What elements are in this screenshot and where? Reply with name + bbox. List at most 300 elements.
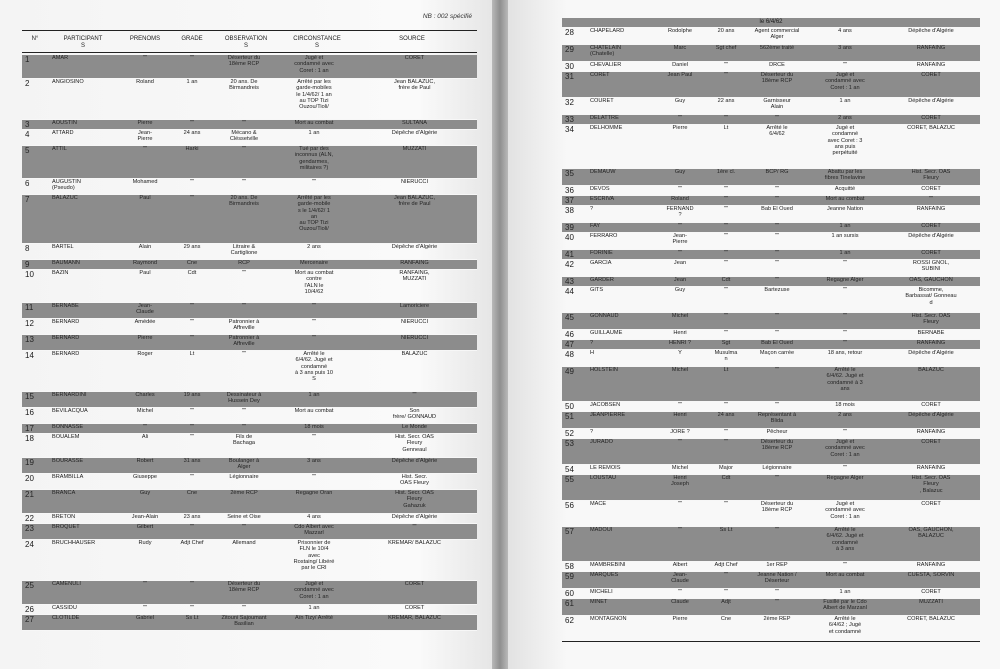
circumstance-cell: Arrêté le 6/4/62 ; Jugé et condamné xyxy=(828,616,862,635)
source-cell: OAS, GAUCHON, BALAZUC xyxy=(882,527,980,562)
participant-name: BERNARD xyxy=(50,335,118,351)
table-row xyxy=(22,408,477,424)
circumstance-cell: Fusillé par le Cdo Albert de Marzanl xyxy=(808,599,882,616)
prenom-cell: Giuseppe xyxy=(133,474,157,480)
grade-cell: Cne xyxy=(172,260,212,270)
source-cell: Dépêche d'Algérie xyxy=(908,28,954,34)
observation-cell: "" xyxy=(242,270,246,276)
observation-cell: Seine et Oise xyxy=(227,514,261,520)
participant-name: BAZIN xyxy=(52,270,69,276)
observation-cell: "" xyxy=(775,330,779,336)
prenom-cell: Jean xyxy=(673,260,687,266)
observation-cell: "" xyxy=(242,605,246,611)
source-cell: CORET xyxy=(882,250,980,260)
row-number: 7 xyxy=(22,195,50,244)
source-cell: RANFAING xyxy=(916,62,946,68)
prenom-cell: Michel xyxy=(136,408,154,414)
observation-cell: "" xyxy=(775,260,779,266)
source-cell: CORET xyxy=(882,115,980,125)
circumstance-cell: Arrêté le 6/4/62. Jugé et condamné à 3 ans xyxy=(808,367,882,402)
participant-name: BARTEL xyxy=(52,244,74,250)
prenom-cell: Roger xyxy=(137,351,153,357)
participant-name: LOUSTAU xyxy=(588,475,654,501)
circumstance-cell: "" xyxy=(312,179,316,185)
prenom-cell: Pierre xyxy=(118,120,172,130)
source-cell: RANFAING xyxy=(882,45,980,62)
table-row xyxy=(22,351,477,392)
row-number: 26 xyxy=(25,605,34,614)
row-number: 25 xyxy=(22,581,50,605)
grade-cell: Cne xyxy=(720,616,732,622)
grade-cell: "" xyxy=(172,303,212,319)
prenom-cell: Ali xyxy=(141,434,149,440)
observation-cell: Allemand xyxy=(232,540,256,546)
grade-cell: "" xyxy=(724,260,728,266)
grade-cell: "" xyxy=(706,115,746,125)
circumstance-cell: "" xyxy=(843,287,847,293)
row-number: 18 xyxy=(25,434,34,443)
grade-cell: "" xyxy=(706,223,746,233)
prenom-cell: Jean Paul xyxy=(654,72,706,98)
observation-cell: Boulanger à Alger xyxy=(212,458,276,474)
circumstance-cell: Arrêté le 6/4/62. Jugé et condamné à 3 ans xyxy=(808,527,882,562)
grade-cell: "" xyxy=(172,524,212,540)
prenom-cell: Y xyxy=(678,350,682,356)
source-cell: Dépêche d'Algérie xyxy=(908,233,954,239)
row-number: 47 xyxy=(562,340,588,350)
participant-name: MAMBREBINI xyxy=(590,562,626,568)
grade-cell: "" xyxy=(724,402,728,408)
prenom-cell: Michel xyxy=(671,465,689,471)
table-row xyxy=(22,79,477,120)
row-number: 48 xyxy=(565,350,574,359)
participant-name: BALAZUC xyxy=(50,195,118,244)
row-number: 59 xyxy=(562,572,588,589)
participant-name: BRANCA xyxy=(50,490,118,514)
circumstance-cell: Regagne Alger xyxy=(808,277,882,287)
row-number: 2 xyxy=(25,79,30,88)
circumstance-cell: 1 an xyxy=(839,98,851,104)
prenom-cell: Michel xyxy=(654,367,706,402)
observation-cell: Pêcheur xyxy=(766,429,788,435)
grade-cell: 1 an xyxy=(186,79,198,85)
observation-cell: 1er REP xyxy=(766,562,788,568)
table-row xyxy=(562,98,980,115)
row-number: 24 xyxy=(25,540,34,549)
source-cell: "" xyxy=(352,392,477,408)
observation-cell: "" xyxy=(775,589,779,595)
participant-name: DEVOS xyxy=(590,186,610,192)
source-cell: CORET xyxy=(921,402,941,408)
grade-cell: Ss Lt xyxy=(172,615,212,631)
grade-cell: "" xyxy=(172,335,212,351)
observation-cell: Représentant à Blida xyxy=(746,412,808,429)
prenom-cell: Pierre xyxy=(672,125,688,131)
row-number: 34 xyxy=(565,125,574,134)
participant-name: AUGUSTIN (Pseudo) xyxy=(52,179,81,192)
source-cell: Dépêche d'Algérie xyxy=(391,514,438,520)
row-number: 53 xyxy=(562,439,588,465)
participant-name: BRUCHHAUSER xyxy=(52,540,96,546)
table-row xyxy=(562,125,980,169)
grade-cell: "" xyxy=(724,429,728,435)
circumstance-cell: 1 an xyxy=(808,223,882,233)
table-row xyxy=(562,429,980,439)
participant-name: CHEVALIER xyxy=(590,62,622,68)
circumstance-cell: "" xyxy=(808,313,882,330)
circumstance-cell: "" xyxy=(843,62,847,68)
participant-name: BERNARD xyxy=(52,351,80,357)
row-number: 43 xyxy=(562,277,588,287)
table-row xyxy=(22,581,477,605)
participant-name: FAY xyxy=(588,223,654,233)
prenom-cell: "" xyxy=(118,146,172,179)
row-number: 58 xyxy=(565,562,574,571)
circumstance-cell: Arrêté par les garde-mobiles le 1/4/62/ 1 an au TOP Tizi Ouzou/Tioli/ xyxy=(296,79,332,111)
observation-cell: Déserteur du 18ème RCP xyxy=(212,581,276,605)
source-cell: Hist. Secr. OAS Fleury Gahazuk xyxy=(352,490,477,514)
row-number: 51 xyxy=(562,412,588,429)
participant-name: GARDER xyxy=(588,277,654,287)
circumstance-cell: 4 ans xyxy=(307,514,321,520)
row-number: 5 xyxy=(22,146,50,179)
grade-cell: "" xyxy=(724,589,728,595)
table-row xyxy=(562,475,980,501)
participant-name: MICHELI xyxy=(590,589,613,595)
prenom-cell: Paul xyxy=(118,195,172,244)
row-number: 62 xyxy=(565,616,574,625)
right-table xyxy=(562,28,980,642)
table-row xyxy=(22,303,477,319)
table-row xyxy=(562,350,980,367)
circumstance-cell: "" xyxy=(312,474,316,480)
participant-name: COURET xyxy=(590,98,614,104)
observation-cell: Déserteur du 18ème RCP xyxy=(760,501,794,514)
source-cell: CORET xyxy=(352,55,477,79)
prenom-cell: Pierre xyxy=(118,335,172,351)
source-cell: Dépêche d'Algérie xyxy=(391,130,438,136)
participant-name: AOUSTIN xyxy=(50,120,118,130)
observation-cell: "" xyxy=(746,277,808,287)
observation-cell: "" xyxy=(242,351,246,357)
table-row xyxy=(562,313,980,330)
table-row xyxy=(22,195,477,244)
participant-name: ESCRIVA xyxy=(588,196,654,206)
table-row xyxy=(562,572,980,589)
table-row xyxy=(562,62,980,72)
source-cell: OAS, GAUCHON xyxy=(882,277,980,287)
source-cell: Dépêche d'Algérie xyxy=(391,244,438,250)
circumstance-cell: "" xyxy=(843,465,847,471)
source-cell: RANFAING xyxy=(352,260,477,270)
circumstance-cell: Arrêté par les garde-mobile s le 1/4/62/ 1 an au TOP Tizi Ouzou/Tioli/ xyxy=(276,195,352,244)
participant-name: MONTAGNON xyxy=(590,616,627,622)
observation-cell: Légionnaire xyxy=(762,465,792,471)
observation-cell: "" xyxy=(212,303,276,319)
observation-cell: Garnisseur Alain xyxy=(763,98,791,111)
participant-name: GARCIA xyxy=(590,260,612,266)
grade-cell: 20 ans xyxy=(717,28,735,34)
table-row xyxy=(22,55,477,79)
prenom-cell: "" xyxy=(118,581,172,605)
participant-name: CAMENULI xyxy=(50,581,118,605)
table-row xyxy=(562,196,980,206)
observation-cell: DRCE xyxy=(769,62,785,68)
table-row xyxy=(562,260,980,277)
grade-cell: "" xyxy=(724,330,728,336)
table-row xyxy=(22,514,477,524)
source-cell: CORET xyxy=(921,501,941,507)
source-cell: Dépêche d'Algérie xyxy=(908,98,954,104)
observation-cell: "" xyxy=(775,233,779,239)
table-row xyxy=(562,277,980,287)
grade-cell: 31 ans xyxy=(172,458,212,474)
grade-cell: "" xyxy=(172,424,212,434)
circumstance-cell: "" xyxy=(276,303,352,319)
grade-cell: "" xyxy=(190,319,194,325)
table-row xyxy=(22,524,477,540)
observation-cell: Déserteur du 18ème RCP xyxy=(746,439,808,465)
prenom-cell: Roland xyxy=(654,196,706,206)
prenom-cell: Henri xyxy=(673,330,687,336)
prenom-cell: Michel xyxy=(654,313,706,330)
prenom-cell: Jean- Claude xyxy=(654,572,706,589)
row-number: 4 xyxy=(25,130,30,139)
circumstance-cell: Acquitté xyxy=(834,186,856,192)
row-number: 13 xyxy=(22,335,50,351)
row-number: 21 xyxy=(22,490,50,514)
prenom-cell: Gilbert xyxy=(118,524,172,540)
grade-cell: "" xyxy=(724,287,728,293)
grade-cell: "" xyxy=(724,501,728,507)
prenom-cell: "" xyxy=(118,424,172,434)
header-bottom-rule xyxy=(22,52,477,53)
source-cell: Jean BALAZUC, frère de Paul xyxy=(352,195,477,244)
grade-cell: 29 ans xyxy=(183,244,201,250)
source-cell: RANFAING xyxy=(916,429,946,435)
observation-cell: Litraire & Cartiglione xyxy=(230,244,258,257)
observation-cell: Bartezuse xyxy=(764,287,790,293)
source-cell: Le Monde xyxy=(352,424,477,434)
source-cell: CORET xyxy=(882,439,980,465)
table-row xyxy=(562,340,980,350)
table-row xyxy=(562,206,980,223)
grade-cell: "" xyxy=(706,72,746,98)
row-number: 61 xyxy=(562,599,588,616)
row-number: 30 xyxy=(565,62,574,71)
row-number: 29 xyxy=(562,45,588,62)
grade-cell: Sgt xyxy=(706,340,746,350)
participant-name: MARQUES xyxy=(588,572,654,589)
observation-cell: 20 ans. De Birmandreis xyxy=(212,195,276,244)
source-cell: MUZZATI xyxy=(352,146,477,179)
participant-name: ATTIL xyxy=(50,146,118,179)
table-row xyxy=(562,169,980,186)
row-number: 17 xyxy=(22,424,50,434)
row-number: 31 xyxy=(562,72,588,98)
circumstance-cell: 1 an sursis xyxy=(831,233,859,239)
circumstance-cell: Tué par des inconnus (ALN, gendarmes, militaires ?) xyxy=(276,146,352,179)
row-number: 1 xyxy=(22,55,50,79)
participant-name: MACE xyxy=(590,501,607,507)
circumstance-cell: 1 an xyxy=(308,130,320,136)
table-row xyxy=(22,392,477,408)
source-cell: RANFAING xyxy=(916,206,946,212)
participant-name: AMAR xyxy=(50,55,118,79)
grade-cell: "" xyxy=(172,195,212,244)
observation-cell: "" xyxy=(746,599,808,616)
grade-cell: "" xyxy=(724,206,728,212)
prenom-cell: "" xyxy=(654,439,706,465)
source-cell: Hist. Secr. OAS Fleury xyxy=(400,474,429,487)
source-cell: CORET xyxy=(352,581,477,605)
prenom-cell: Paul xyxy=(139,270,151,276)
prenom-cell: "" xyxy=(654,250,706,260)
circumstance-cell: Aïn Tizy/ Arrêté xyxy=(276,615,352,631)
grade-cell: Cdt xyxy=(706,475,746,501)
row-number: 56 xyxy=(565,501,574,510)
col-header-prenoms: PRENOMS xyxy=(129,36,161,42)
table-row xyxy=(22,335,477,351)
prenom-cell: Guy xyxy=(674,287,686,293)
circumstance-cell: Mort au combat xyxy=(276,120,352,130)
prenom-cell: Jean- Pierre xyxy=(672,233,688,246)
row-number: 33 xyxy=(562,115,588,125)
observation-cell: Maçon carrée xyxy=(759,350,795,356)
source-cell: RANFAING xyxy=(916,465,946,471)
source-cell: Dépêche d'Algérie xyxy=(352,458,477,474)
circumstance-cell: 18 ans, retour xyxy=(827,350,863,356)
prenom-cell: Jean- Claude xyxy=(118,303,172,319)
row-number: 20 xyxy=(25,474,34,483)
participant-name: MADOUI xyxy=(588,527,654,562)
table-row xyxy=(562,465,980,475)
grade-cell: Sgt chef xyxy=(706,45,746,62)
grade-cell: Cne xyxy=(172,490,212,514)
participant-name: H xyxy=(590,350,595,356)
grade-cell: "" xyxy=(706,439,746,465)
table-row xyxy=(22,179,477,195)
observation-cell: BCP/ RG xyxy=(746,169,808,186)
participant-name: CASSIDU xyxy=(52,605,77,611)
table-row xyxy=(22,120,477,130)
prenom-cell: JORE ? xyxy=(670,429,690,435)
participant-name: BROQUET xyxy=(50,524,118,540)
prenom-cell: Raymond xyxy=(118,260,172,270)
circumstance-cell: Jugé et condamné avec Coret : 3 ans puis perpétuité xyxy=(827,125,863,157)
circumstance-cell: 18 mois xyxy=(276,424,352,434)
participant-name: BRETON xyxy=(52,514,76,520)
circumstance-cell: Jugé et condamné avec Coret : 1 an xyxy=(276,55,352,79)
circumstance-cell: Mort au combat xyxy=(808,572,882,589)
observation-cell: "" xyxy=(746,475,808,501)
row-number: 39 xyxy=(562,223,588,233)
table-row xyxy=(562,186,980,196)
grade-cell: Lt xyxy=(189,351,195,357)
row-number: 11 xyxy=(22,303,50,319)
circumstance-cell: Mort au combat contre l'ALN le 10/4/62 xyxy=(294,270,334,295)
prenom-cell: Jean-Alain xyxy=(131,514,159,520)
table-row xyxy=(562,115,980,125)
participant-name: FORINIE xyxy=(588,250,654,260)
circumstance-cell: 2 ans xyxy=(808,115,882,125)
observation-cell: "" xyxy=(746,223,808,233)
table-row xyxy=(22,270,477,303)
prenom-cell: Pierre xyxy=(672,616,688,622)
prenom-cell: Mohamed xyxy=(132,179,158,185)
circumstance-cell: Abattu par les fibres Tinelavine xyxy=(808,169,882,186)
source-cell: NIERUCCI xyxy=(400,319,429,325)
observation-cell: "" xyxy=(746,313,808,330)
observation-cell: "" xyxy=(775,186,779,192)
participant-name: BERNARDINI xyxy=(50,392,118,408)
grade-cell: "" xyxy=(724,62,728,68)
row-number: 16 xyxy=(25,408,34,417)
participant-name: BOURASSE xyxy=(50,458,118,474)
table-row xyxy=(562,527,980,562)
header-top-rule xyxy=(22,30,477,31)
observation-cell: "" xyxy=(212,524,276,540)
participant-name: DEMAUW xyxy=(588,169,654,186)
left-table xyxy=(22,55,477,631)
grade-cell: 19 ans xyxy=(172,392,212,408)
observation-cell: Jeanne Nation / Déserteur xyxy=(746,572,808,589)
row-number: 23 xyxy=(22,524,50,540)
prenom-cell: "" xyxy=(118,55,172,79)
table-row xyxy=(562,562,980,572)
prenom-cell: Roland xyxy=(136,79,154,85)
source-cell: Hist. Secr. OAS Fleury xyxy=(882,169,980,186)
circumstance-cell: Prisonnier de FLN le 10/4 avec Rostaing/ Libéré par le CRI xyxy=(293,540,335,572)
observation-cell: Bab El Oued xyxy=(761,206,793,212)
row-number: 15 xyxy=(22,392,50,408)
observation-cell: 20 ans. De Birmandreis xyxy=(229,79,259,92)
table-row xyxy=(22,319,477,335)
table-row xyxy=(562,402,980,412)
row-number: 60 xyxy=(565,589,574,598)
observation-cell: "" xyxy=(746,115,808,125)
row-number: 35 xyxy=(562,169,588,186)
participant-name: DELHOMME xyxy=(590,125,623,131)
right-page xyxy=(508,0,1000,669)
observation-cell: 2ème RCP xyxy=(212,490,276,514)
table-row xyxy=(22,434,477,458)
grade-cell: "" xyxy=(724,233,728,239)
circumstance-cell: 1 an xyxy=(839,589,851,595)
grade-cell: "" xyxy=(190,474,194,480)
grade-cell: "" xyxy=(706,572,746,589)
row-number: 45 xyxy=(562,313,588,330)
source-cell: Hist. Secr. OAS Fleury xyxy=(882,313,980,330)
participant-name: GITS xyxy=(590,287,604,293)
table-row xyxy=(22,490,477,514)
observation-cell: "" xyxy=(775,402,779,408)
circumstance-cell: 3 ans xyxy=(808,45,882,62)
participant-name: LE REMOIS xyxy=(590,465,621,471)
prenom-cell: Jean- Pierre xyxy=(137,130,153,143)
observation-cell: Fils de Bachaga xyxy=(232,434,256,447)
prenom-cell: "" xyxy=(678,186,682,192)
row-number: 50 xyxy=(565,402,574,411)
row-number: 9 xyxy=(22,260,50,270)
source-cell: Dépêche d'Algérie xyxy=(882,412,980,429)
table-row xyxy=(562,45,980,62)
prenom-cell: "" xyxy=(654,115,706,125)
participant-name: ? xyxy=(590,429,594,435)
circumstance-cell: Mercenaire xyxy=(276,260,352,270)
participant-name: MINET xyxy=(588,599,654,616)
circumstance-cell: "" xyxy=(808,340,882,350)
